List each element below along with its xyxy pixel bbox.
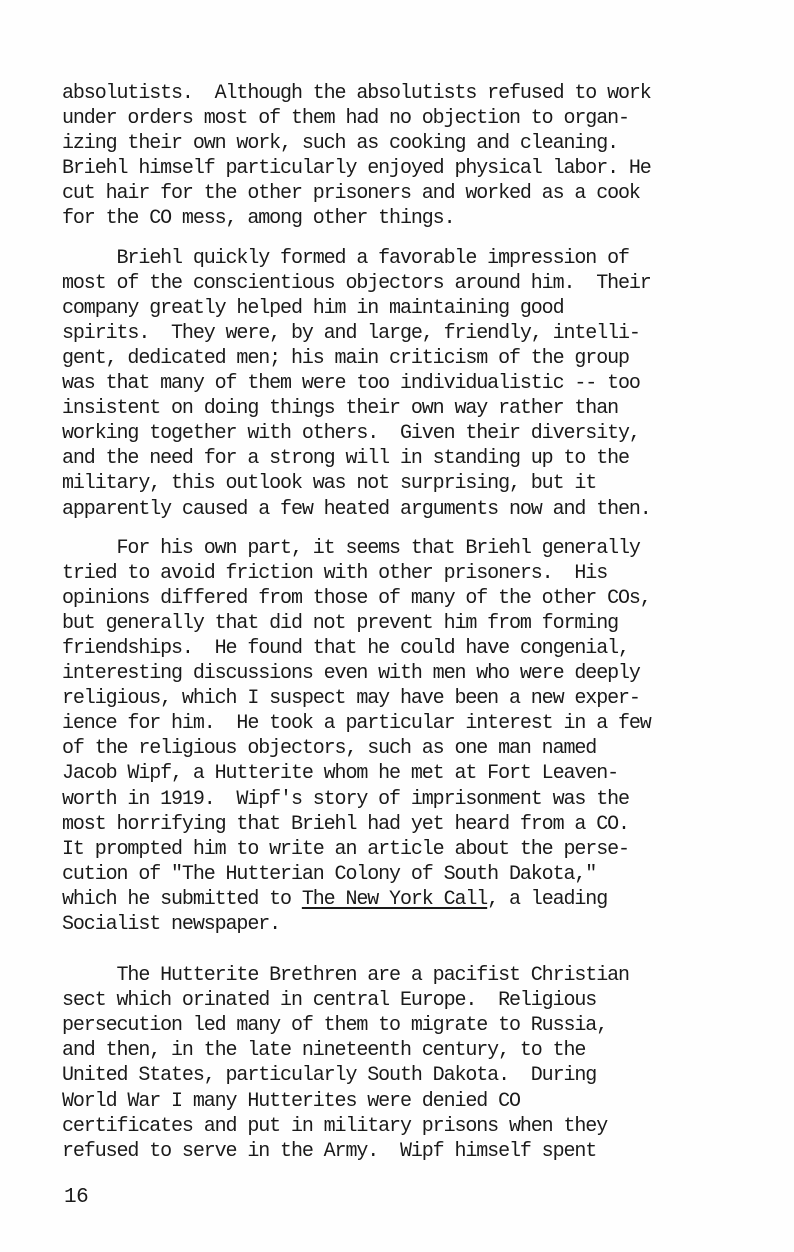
text-line: Briehl quickly formed a favorable impression of	[62, 246, 629, 270]
text-line: of the religious objectors, such as one man named	[62, 737, 597, 761]
paragraph-gap	[62, 522, 752, 536]
paragraph-3	[62, 536, 752, 938]
text-line: absolutists. Although the absolutists refused to work	[62, 82, 651, 105]
text-line: military, this outlook was not surprising, but it	[62, 472, 597, 496]
text-line: and then, in the late nineteenth century, to the	[62, 1039, 586, 1063]
text-line: It prompted him to write an article about the perse-	[62, 837, 629, 861]
text-line: refused to serve in the Army. Wipf himself spent	[62, 1139, 597, 1163]
text-line: For his own part, it seems that Briehl generally	[62, 536, 640, 560]
text-line: spirits. They were, by and large, friendly, intelli-	[62, 321, 640, 345]
text-line: sect which orinated in central Europe. Religious	[62, 989, 597, 1013]
text-line: most horrifying that Briehl had yet heard from a CO.	[62, 812, 629, 836]
text-line: company greatly helped him in maintaining good	[62, 296, 564, 320]
paragraph-1	[62, 81, 752, 232]
text-line: opinions differed from those of many of the other COs,	[62, 586, 651, 610]
text-line: ience for him. He took a particular interest in a few	[62, 712, 651, 736]
text-line: apparently caused a few heated arguments now and then.	[62, 497, 651, 521]
text-line: most of the conscientious objectors around him. Their	[62, 271, 651, 295]
text-line: persecution led many of them to migrate to Russia,	[62, 1014, 608, 1038]
text-line: cut hair for the other prisoners and worked as a cook	[62, 182, 640, 206]
text-line: tried to avoid friction with other prisoners. His	[62, 561, 608, 585]
text-line-with-title	[62, 887, 752, 912]
text-line: World War I many Hutterites were denied CO	[62, 1089, 520, 1113]
text-line: insistent on doing things their own way rather than	[62, 397, 619, 421]
paragraph-4	[62, 963, 752, 1164]
text-line: under orders most of them had no objection to organ-	[62, 107, 629, 131]
text-line: The Hutterite Brethren are a pacifist Christian	[62, 964, 629, 988]
paragraph-gap	[62, 232, 752, 246]
page-number: 16	[64, 1186, 89, 1209]
text-line: for the CO mess, among other things.	[62, 207, 455, 231]
text-line: worth in 1919. Wipf's story of imprisonment was the	[62, 787, 629, 811]
text-line: and the need for a strong will in standing up to the	[62, 447, 629, 471]
paragraph-2	[62, 246, 752, 522]
text-line: Socialist newspaper.	[62, 913, 281, 936]
newspaper-title: The New York Call	[301, 887, 488, 911]
text-line: cution of "The Hutterian Colony of South Dakota,"	[62, 862, 597, 886]
text-line: interesting discussions even with men who were deeply	[62, 662, 640, 686]
text-line: but generally that did not prevent him from forming	[62, 611, 619, 635]
text-fragment: , a leading	[487, 887, 608, 911]
text-line: gent, dedicated men; his main criticism of the group	[62, 346, 629, 370]
body-text	[62, 81, 752, 1164]
text-line: religious, which I suspect may have been a new exper-	[62, 687, 640, 711]
text-line: Jacob Wipf, a Hutterite whom he met at Fort Leaven-	[62, 762, 619, 786]
text-line: certificates and put in military prisons when they	[62, 1114, 608, 1138]
text-line: friendships. He found that he could have congenial,	[62, 636, 629, 660]
text-line: United States, particularly South Dakota. During	[62, 1064, 597, 1088]
text-fragment: which he submitted to	[62, 887, 302, 911]
text-line: working together with others. Given their diversity,	[62, 422, 640, 446]
text-line: Briehl himself particularly enjoyed physical labor. He	[62, 157, 651, 181]
text-line: was that many of them were too individualistic -- too	[62, 372, 640, 396]
paragraph-gap	[62, 937, 752, 963]
text-line: izing their own work, such as cooking and cleaning.	[62, 132, 619, 156]
